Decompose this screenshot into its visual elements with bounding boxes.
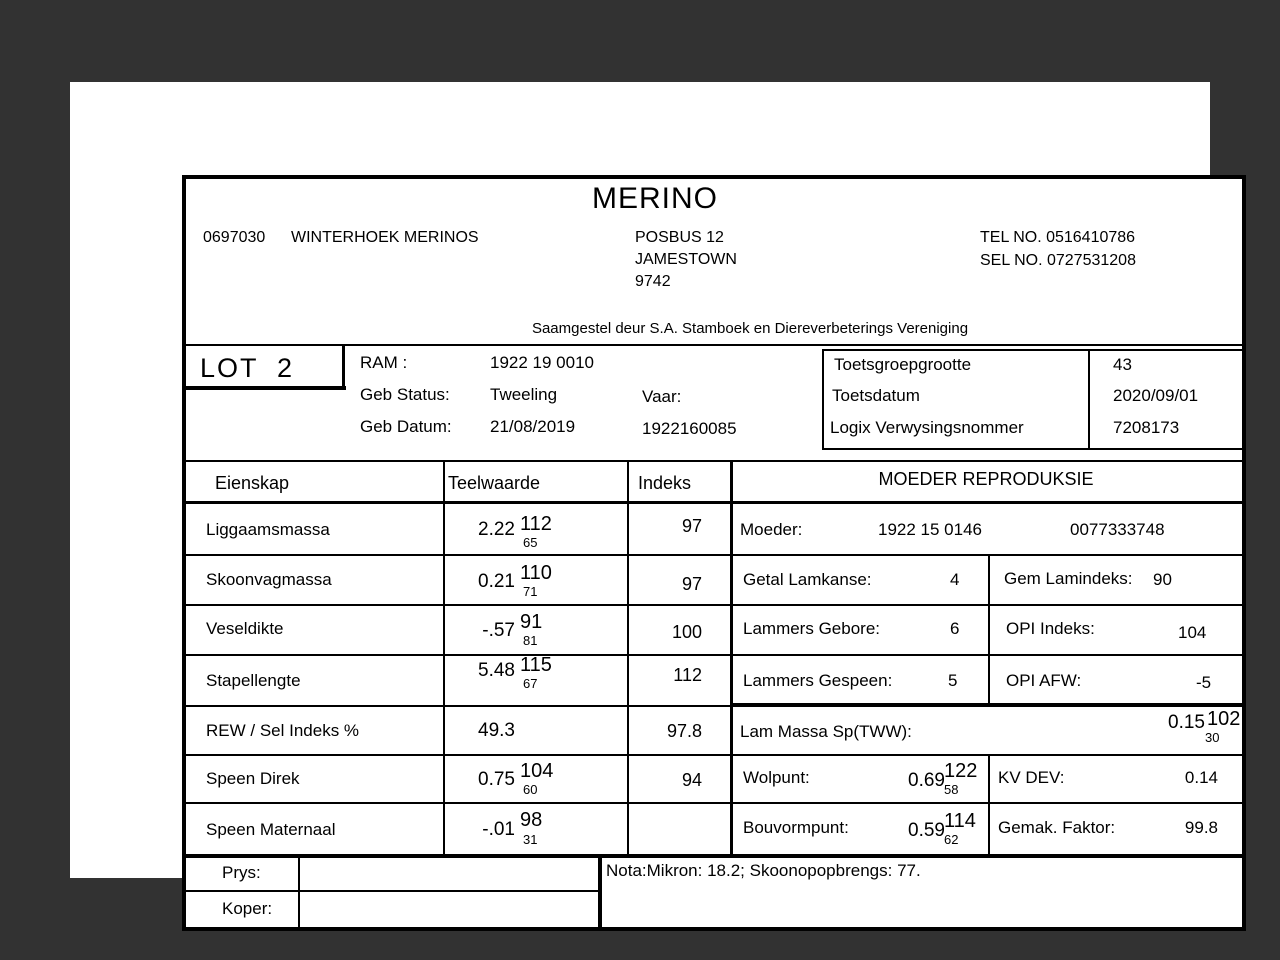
column-header-teelwaarde: Teelwaarde [448,473,541,493]
toets-value-datum: 2020/09/01 [1113,386,1199,405]
table-row-line-4-left [186,705,732,707]
geb-datum-value: 21/08/2019 [490,417,576,436]
footer-nota-divider-line [598,858,602,927]
trait-name: Speen Maternaal [206,820,336,839]
bouvormpunt-label: Bouvormpunt: [743,818,849,837]
geb-status-value: Tweeling [490,385,558,404]
kv-dev-value: 0.14 [1184,768,1218,787]
trait-name: Stapellengte [206,671,301,690]
getal-lamkanse-value: 4 [950,570,960,589]
moeder-label: Moeder: [740,520,803,539]
wolpunt-value: 0.69 [908,770,945,791]
ram-label: RAM : [360,353,408,372]
moeder-section-header: MOEDER REPRODUKSIE [878,469,1094,489]
trait-ebv: 5.48 [478,660,515,681]
issuer-line: Saamgestel deur S.A. Stamboek en Diereverbeterings Vereniging [531,320,969,337]
table-row-line-2 [186,604,1242,606]
gem-lamindeks-value: 90 [1153,570,1172,589]
trait-index: 97 [681,516,702,536]
sel-number: SEL NO. 0727531208 [980,252,1136,269]
lam-massa-accuracy-bottom: 30 [1205,730,1220,745]
lammers-gespeen-label: Lammers Gespeen: [743,671,893,690]
trait-accuracy-top: 115 [520,654,552,676]
gemak-faktor-value: 99.8 [1184,818,1218,837]
trait-accuracy-top: 104 [520,760,554,782]
moeder-id: 1922 15 0146 [878,520,982,539]
wolpunt-accuracy-bottom: 58 [944,782,959,797]
lam-massa-value: 0.15 [1168,712,1205,733]
column-header-indeks: Indeks [638,473,692,493]
trait-accuracy-bottom: 67 [523,676,538,691]
trait-index: 97 [681,574,702,594]
trait-index: 97.8 [666,721,702,741]
trait-name: Veseldikte [206,619,284,638]
trait-name: Skoonvagmassa [206,570,332,589]
toets-label-datum: Toetsdatum [832,386,920,405]
lot-number: LOT 2 [200,353,295,383]
lammers-gespeen-value: 5 [948,671,958,690]
toets-value-logix: 7208173 [1113,418,1180,437]
table-row-line-5 [186,754,1242,756]
lot-box-right-line [342,344,345,390]
moeder-divider-upper [988,554,990,707]
vaar-label: Vaar: [642,387,682,406]
trait-accuracy-top: 110 [520,562,552,584]
merino-sale-certificate [182,175,1246,931]
wolpunt-accuracy-top: 122 [944,760,978,782]
opi-afw-label: OPI AFW: [1006,671,1082,690]
address-line-3: 9742 [635,273,671,290]
member-number: 0697030 [203,229,266,246]
geb-datum-label: Geb Datum: [360,417,452,436]
nota-text: Nota:Mikron: 18.2; Skoonopopbrengs: 77. [606,861,921,880]
opi-afw-value: -5 [1196,673,1212,692]
opi-indeks-label: OPI Indeks: [1006,619,1095,638]
kv-dev-label: KV DEV: [998,768,1065,787]
lam-massa-accuracy-top: 102 [1207,708,1241,730]
moeder-registration: 0077333748 [1070,520,1165,539]
lot-box-bottom-line [186,386,346,390]
gemak-faktor-label: Gemak. Faktor: [998,818,1116,837]
lammers-gebore-label: Lammers Gebore: [743,619,880,638]
page-title: MERINO [592,182,718,215]
trait-ebv: -.57 [482,620,515,641]
table-top-line [186,460,1242,462]
toets-label-groepgrootte: Toetsgroepgrootte [834,355,972,374]
trait-accuracy-bottom: 81 [523,633,538,648]
lam-massa-label: Lam Massa Sp(TWW): [740,722,912,741]
prys-value-cell [300,858,598,890]
trait-ebv: 49.3 [478,720,515,741]
gem-lamindeks-label: Gem Lamindeks: [1004,569,1133,588]
table-row-line-4-right-thick [730,703,1242,707]
trait-ebv: 0.21 [478,571,515,592]
lammers-gebore-value: 6 [950,619,960,638]
address-line-1: POSBUS 12 [635,229,724,246]
getal-lamkanse-label: Getal Lamkanse: [743,570,872,589]
toets-label-logix: Logix Verwysingsnommer [830,418,1024,437]
tel-number: TEL NO. 0516410786 [980,229,1136,246]
trait-index: 112 [673,665,702,685]
geb-status-label: Geb Status: [360,385,450,404]
trait-index: 94 [681,770,702,790]
trait-accuracy-bottom: 65 [523,535,538,550]
trait-accuracy-bottom: 60 [523,782,538,797]
toets-value-groepgrootte: 43 [1113,355,1132,374]
table-row-line-3 [186,654,1242,656]
trait-name: Liggaamsmassa [206,520,330,539]
trait-accuracy-bottom: 71 [523,584,538,599]
trait-name: REW / Sel Indeks % [206,721,360,740]
stud-name: WINTERHOEK MERINOS [291,229,479,246]
ram-id: 1922 19 0010 [490,353,594,372]
koper-value-cell [300,892,598,927]
trait-accuracy-top: 112 [520,513,552,535]
address-line-2: JAMESTOWN [635,251,737,268]
bouvormpunt-value: 0.59 [908,820,945,841]
trait-accuracy-bottom: 31 [523,832,538,847]
column-header-eienskap: Eienskap [215,473,290,493]
table-row-line-6 [186,802,1242,804]
trait-accuracy-top: 91 [520,611,543,633]
prys-label: Prys: [222,863,261,882]
table-header-bottom-line [186,501,1242,504]
column-line-indeks-thick [730,460,733,854]
trait-ebv: 0.75 [478,769,515,790]
table-row-line-1 [186,554,1242,556]
scanned-page [70,82,1241,918]
trait-ebv: 2.22 [478,519,515,540]
trait-name: Speen Direk [206,769,300,788]
bouvormpunt-accuracy-top: 114 [944,810,976,832]
toets-box-divider-line [1088,349,1090,450]
trait-ebv: -.01 [482,819,515,840]
moeder-divider-lower [988,754,990,854]
trait-accuracy-top: 98 [520,809,543,831]
trait-index: 100 [671,622,702,642]
vaar-id: 1922160085 [642,419,737,438]
wolpunt-label: Wolpunt: [743,768,810,787]
opi-indeks-value: 104 [1178,623,1207,642]
koper-label: Koper: [222,899,273,918]
bouvormpunt-accuracy-bottom: 62 [944,832,959,847]
